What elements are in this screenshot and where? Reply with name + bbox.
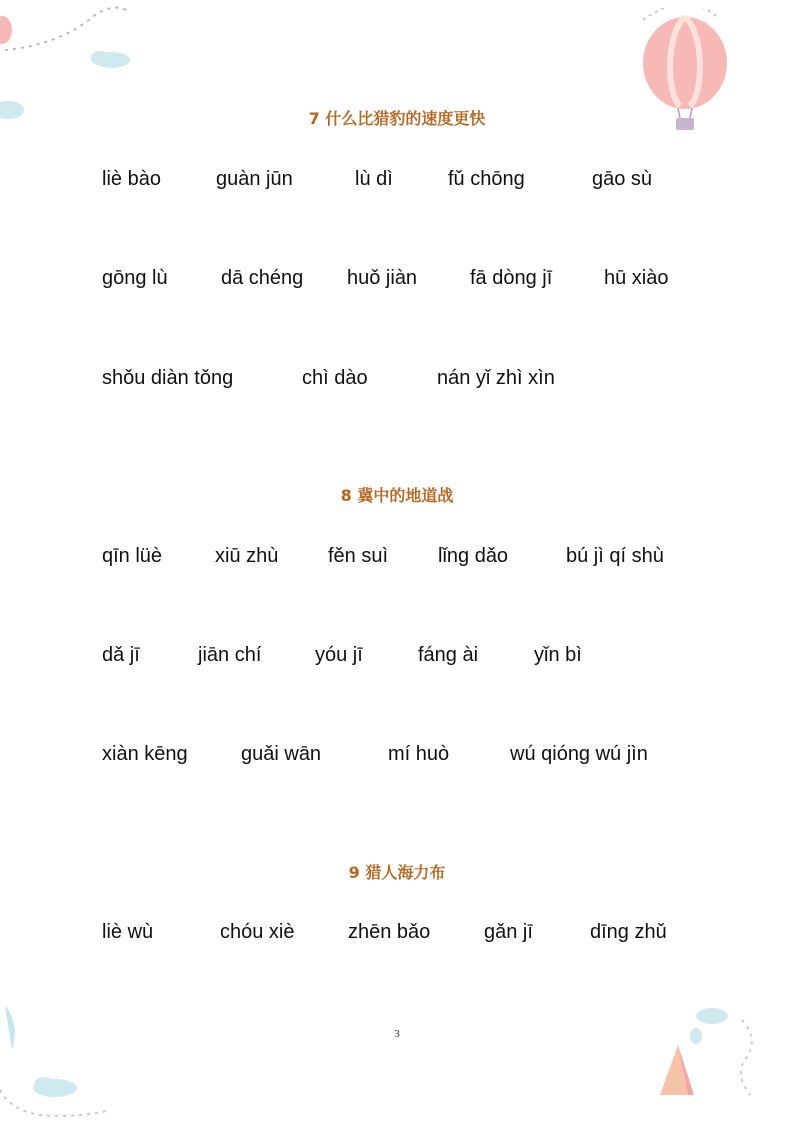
bottom-left-decoration-icon bbox=[0, 1000, 140, 1123]
pinyin-word: shǒu diàn tǒng bbox=[102, 367, 234, 389]
pinyin-word: qīn lüè bbox=[102, 545, 163, 567]
pinyin-word: gāo sù bbox=[592, 168, 653, 190]
pinyin-word: liè wù bbox=[102, 921, 154, 943]
pinyin-word: chóu xiè bbox=[220, 921, 295, 943]
pinyin-word: guǎi wān bbox=[241, 743, 322, 765]
pinyin-word: yóu jī bbox=[315, 644, 363, 666]
pinyin-word: bú jì qí shù bbox=[566, 545, 664, 567]
pinyin-word: zhēn bǎo bbox=[348, 921, 431, 943]
top-left-decoration-icon bbox=[0, 0, 140, 120]
bottom-right-decoration-icon bbox=[650, 1000, 794, 1123]
pinyin-word: lù dì bbox=[355, 168, 393, 190]
pinyin-word: mí huò bbox=[388, 743, 450, 765]
pinyin-word: guàn jūn bbox=[216, 168, 293, 190]
pinyin-word: fáng ài bbox=[418, 644, 479, 666]
pinyin-word: wú qióng wú jìn bbox=[510, 743, 648, 765]
pinyin-word: yǐn bì bbox=[534, 644, 582, 666]
page-number: 3 bbox=[394, 1028, 400, 1040]
section-title: 9 猎人海力布 bbox=[348, 863, 446, 882]
pinyin-word: huǒ jiàn bbox=[347, 267, 418, 289]
pinyin-word: dīng zhǔ bbox=[590, 921, 667, 943]
pinyin-word: fěn suì bbox=[328, 545, 389, 567]
pinyin-word: liè bào bbox=[102, 168, 161, 190]
pinyin-word: chì dào bbox=[302, 367, 368, 389]
pinyin-word: fā dòng jī bbox=[470, 267, 553, 289]
pinyin-word: dǎ jī bbox=[102, 644, 140, 666]
pinyin-word: xiàn kēng bbox=[102, 743, 188, 765]
pinyin-word: hū xiào bbox=[604, 267, 669, 289]
pinyin-word: nán yǐ zhì xìn bbox=[437, 367, 555, 389]
section-title: 8 冀中的地道战 bbox=[340, 486, 454, 505]
pinyin-word: jiān chí bbox=[198, 644, 262, 666]
pinyin-word: gǎn jī bbox=[484, 921, 533, 943]
pinyin-word: lǐng dǎo bbox=[438, 545, 509, 567]
pinyin-word: fǔ chōng bbox=[448, 168, 525, 190]
section-title: 7 什么比猎豹的速度更快 bbox=[308, 109, 486, 128]
pinyin-word: xiū zhù bbox=[215, 545, 279, 567]
pinyin-word: gōng lù bbox=[102, 267, 168, 289]
pinyin-word: dā chéng bbox=[221, 267, 304, 289]
